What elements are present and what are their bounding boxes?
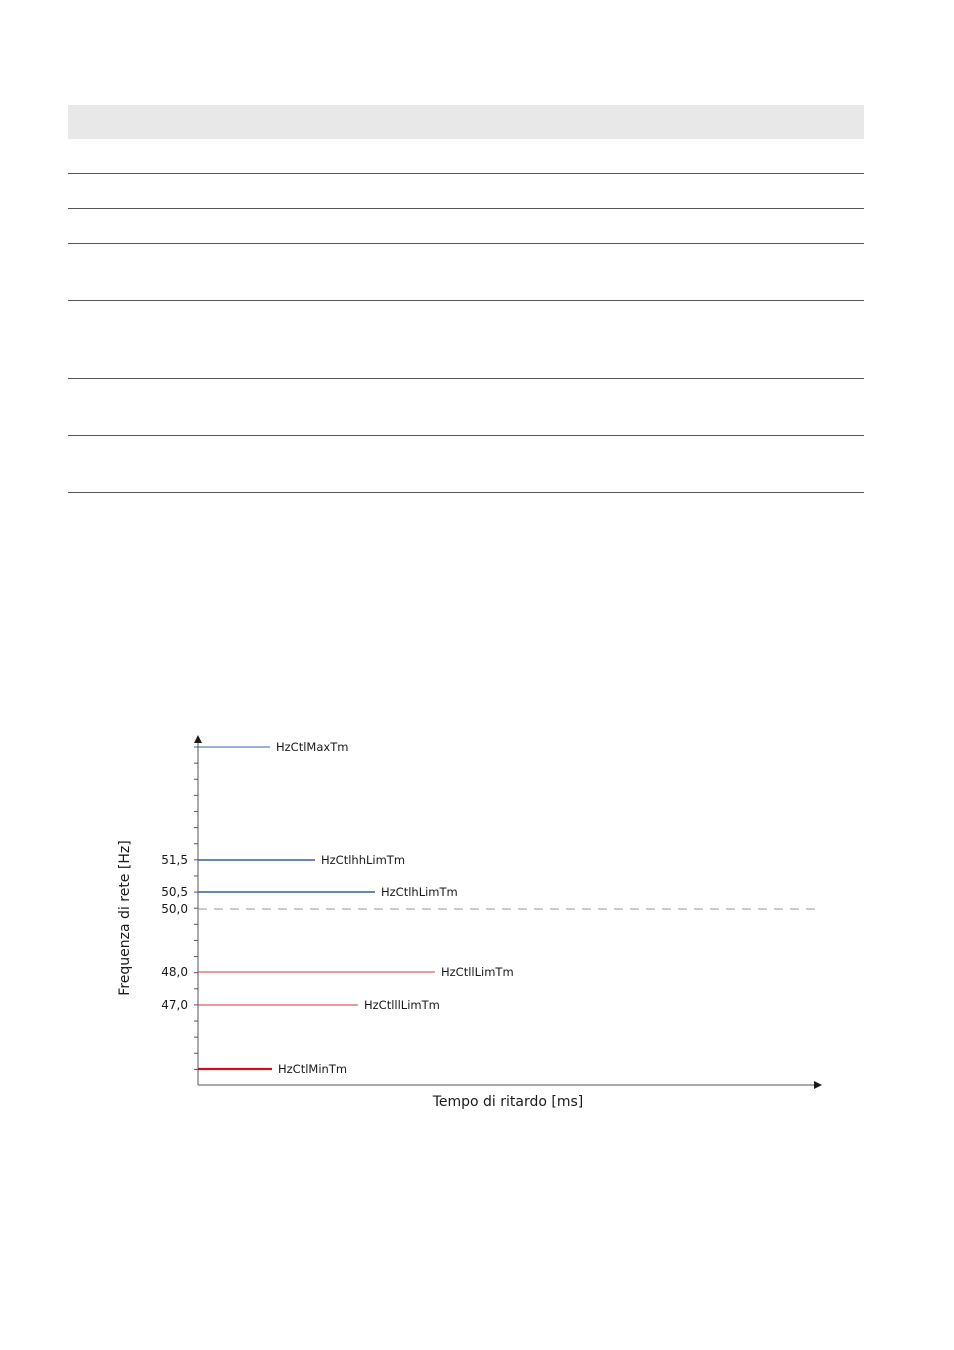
chart-axes bbox=[194, 735, 822, 1089]
y-tick-label: 47,0 bbox=[161, 998, 188, 1012]
series-label: HzCtlMinTm bbox=[278, 1062, 348, 1076]
series-label: HzCtlhhLimTm bbox=[321, 853, 406, 867]
table-row bbox=[68, 301, 864, 379]
y-tick-label: 50,0 bbox=[161, 902, 188, 916]
table-row bbox=[68, 244, 864, 301]
y-axis-ticks bbox=[194, 747, 198, 1069]
chart-series bbox=[198, 740, 514, 1076]
series-label: HzCtllLimTm bbox=[441, 965, 514, 979]
y-tick-labels bbox=[161, 853, 188, 1012]
series-label: HzCtlhLimTm bbox=[381, 885, 458, 899]
parameter-table bbox=[68, 105, 864, 493]
table-header bbox=[68, 105, 864, 139]
series-label: HzCtlllLimTm bbox=[364, 998, 440, 1012]
y-tick-label: 51,5 bbox=[161, 853, 188, 867]
series-label: HzCtlMaxTm bbox=[276, 740, 349, 754]
table-row bbox=[68, 139, 864, 174]
table-row bbox=[68, 209, 864, 244]
y-tick-label: 48,0 bbox=[161, 965, 188, 979]
y-axis-label: Frequenza di rete [Hz] bbox=[117, 840, 133, 996]
table-row bbox=[68, 174, 864, 209]
y-tick-label: 50,5 bbox=[161, 885, 188, 899]
y-axis-arrow bbox=[194, 735, 202, 743]
x-axis-label: Tempo di ritardo [ms] bbox=[432, 1094, 584, 1110]
table-row bbox=[68, 379, 864, 436]
x-axis-arrow bbox=[814, 1081, 822, 1089]
table-row bbox=[68, 436, 864, 493]
